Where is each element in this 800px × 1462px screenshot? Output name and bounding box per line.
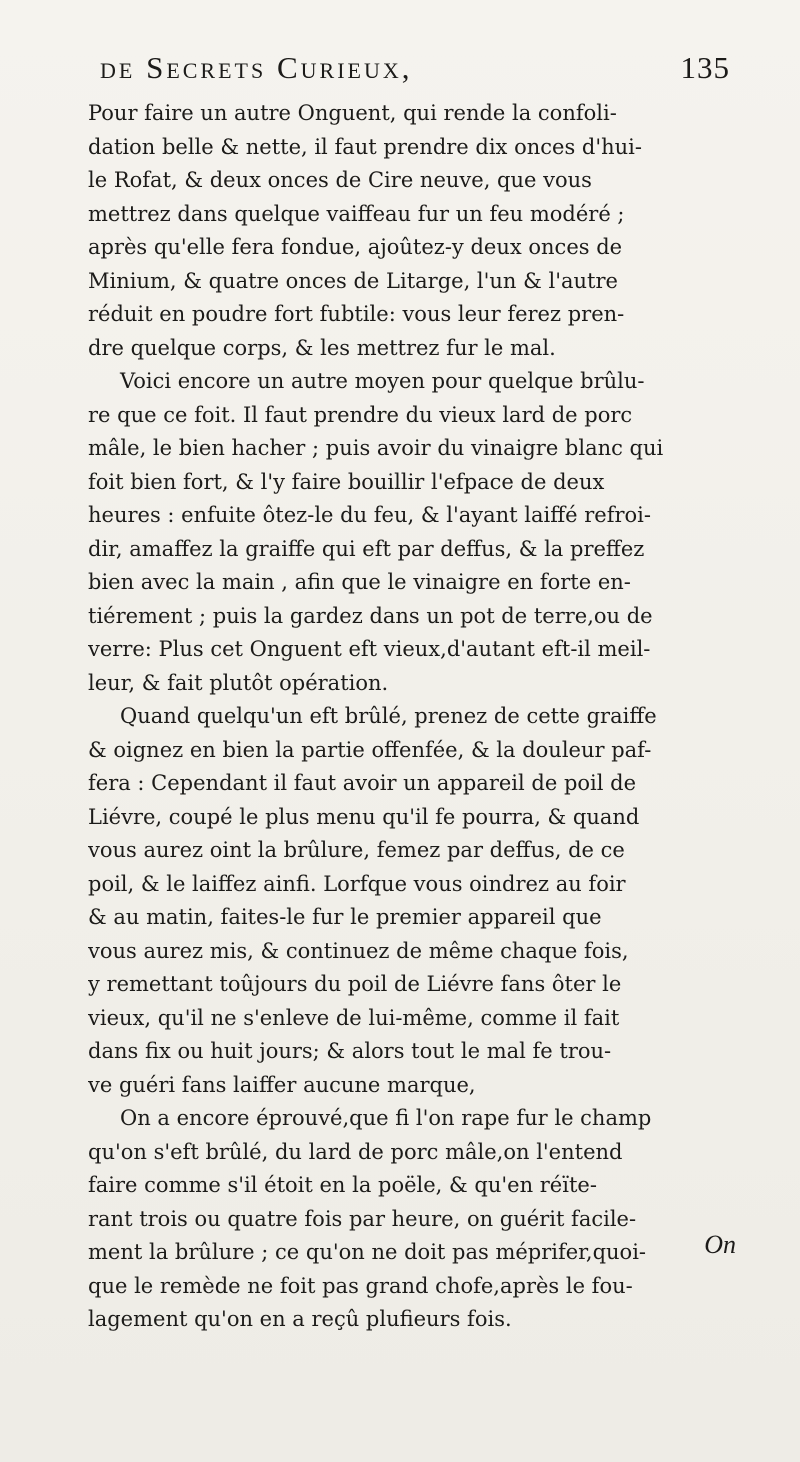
text-line: tiérement ; puis la gardez dans un pot de terre,ou de bbox=[88, 603, 653, 628]
page-header bbox=[100, 40, 730, 96]
text-line: fera : Cependant il faut avoir un appareil de poil de bbox=[88, 771, 637, 795]
text-line: qu'on s'eft brûlé, du lard de porc mâle,on l'entend bbox=[88, 1139, 623, 1164]
text-line: le Rofat, & deux onces de Cire neuve, que vous bbox=[88, 168, 592, 192]
page-number: 135 bbox=[680, 50, 730, 85]
text-line: & au matin, faites-le fur le premier appareil que bbox=[88, 905, 602, 929]
text-line: re que ce foit. Il faut prendre du vieux lard de porc bbox=[88, 402, 633, 427]
text-line: faire comme s'il étoit en la poële, & qu'en réïte- bbox=[88, 1173, 597, 1197]
text-line: rant trois ou quatre fois par heure, on guérit facile- bbox=[88, 1206, 637, 1231]
text-line: dans fix ou huit jours; & alors tout le mal fe trou- bbox=[88, 1039, 612, 1063]
text-line: foit bien fort, & l'y faire bouillir l'efpace de deux bbox=[88, 469, 605, 494]
text-line: Minium, & quatre onces de Litarge, l'un & l'autre bbox=[88, 268, 618, 293]
text-line: dir, amaffez la graiffe qui eft par deffus, & la preffez bbox=[88, 536, 645, 561]
text-line: Voici encore un autre moyen pour quelque brûlu- bbox=[120, 369, 645, 393]
running-title: de Secrets Curieux, bbox=[100, 50, 413, 85]
text-line: On a encore éprouvé,que fi l'on rape fur le champ bbox=[120, 1106, 652, 1130]
text-line: Quand quelqu'un eft brûlé, prenez de cette graiffe bbox=[120, 704, 657, 728]
text-line: vous aurez mis, & continuez de même chaque fois, bbox=[88, 938, 629, 963]
text-line: vous aurez oint la brûlure, femez par deffus, de ce bbox=[88, 838, 625, 862]
text-line: dre quelque corps, & les mettrez fur le mal. bbox=[88, 335, 556, 360]
text-line: mettrez dans quelque vaiffeau fur un feu modéré ; bbox=[88, 201, 625, 226]
text-line: après qu'elle fera fondue, ajoûtez-y deux onces de bbox=[88, 235, 623, 259]
text-line: Pour faire un autre Onguent, qui rende la confoli- bbox=[88, 101, 617, 125]
catchword: On bbox=[704, 1230, 736, 1259]
text-line: heures : enfuite ôtez-le du feu, & l'ayant laiffé refroi- bbox=[88, 503, 651, 527]
text-line: leur, & fait plutôt opération. bbox=[88, 670, 389, 695]
text-line: réduit en poudre fort fubtile: vous leur ferez pren- bbox=[88, 302, 625, 326]
text-line: lagement qu'on en a reçû plufieurs fois. bbox=[88, 1307, 512, 1331]
text-line: bien avec la main , afin que le vinaigre en forte en- bbox=[88, 570, 631, 594]
text-line: que le remède ne foit pas grand chofe,après le fou- bbox=[88, 1273, 633, 1298]
text-line: vieux, qu'il ne s'enleve de lui-même, comme il fait bbox=[88, 1005, 620, 1030]
body-text bbox=[88, 97, 760, 1337]
text-line: ment la brûlure ; ce qu'on ne doit pas méprifer,quoi- bbox=[88, 1240, 647, 1264]
text-line: ve guéri fans laiffer aucune marque, bbox=[88, 1072, 476, 1097]
text-line: verre: Plus cet Onguent eft vieux,d'autant eft-il meil- bbox=[88, 637, 651, 661]
text-line: y remettant toûjours du poil de Liévre fans ôter le bbox=[88, 972, 622, 996]
text-line: dation belle & nette, il faut prendre dix onces d'hui- bbox=[88, 134, 642, 159]
text-line: mâle, le bien hacher ; puis avoir du vinaigre blanc qui bbox=[88, 436, 664, 460]
text-line: & oignez en bien la partie offenfée, & la douleur paf- bbox=[88, 737, 652, 762]
text-line: poil, & le laiffez ainfi. Lorfque vous oindrez au foir bbox=[88, 871, 626, 896]
text-line: Liévre, coupé le plus menu qu'il fe pourra, & quand bbox=[88, 804, 640, 829]
